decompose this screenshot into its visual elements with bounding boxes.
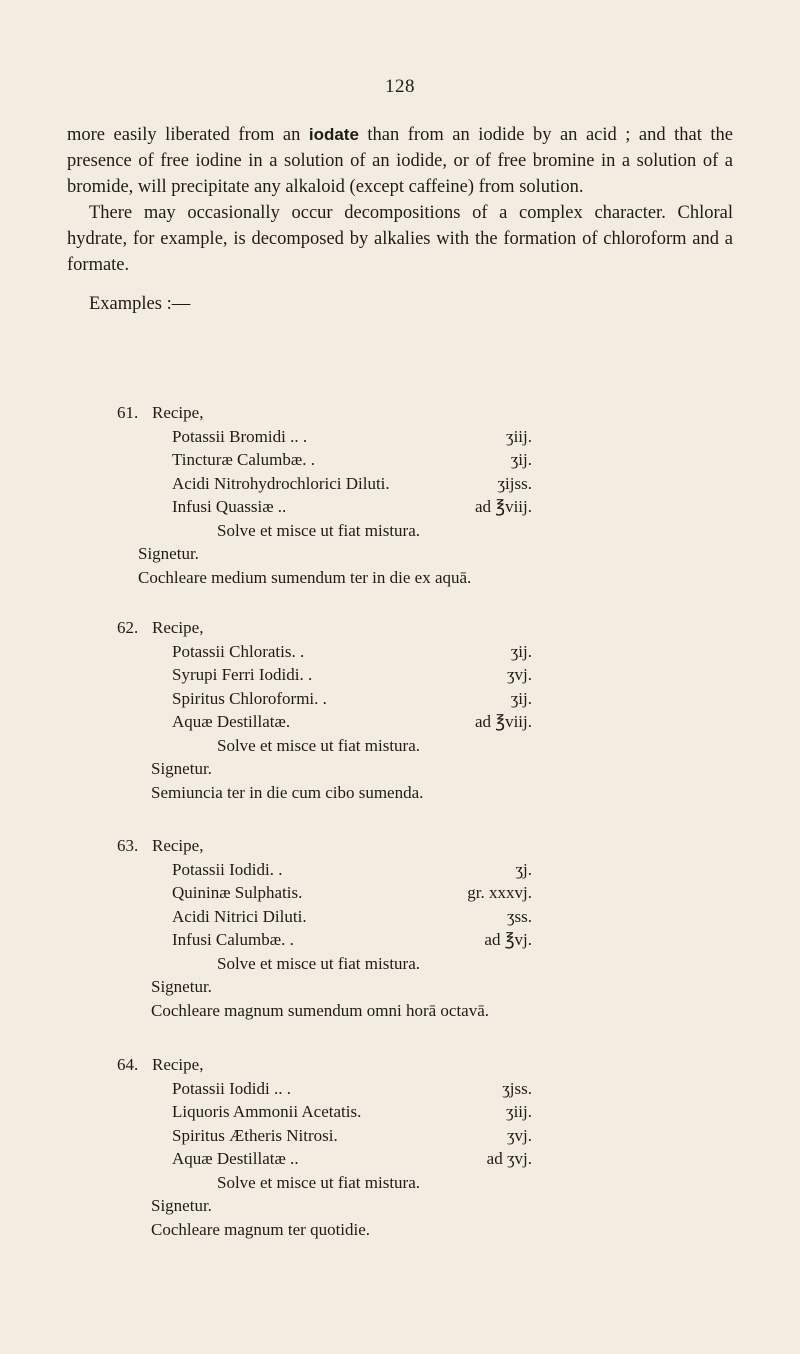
recipe-62 — [117, 616, 637, 804]
ingredient-list — [172, 425, 532, 519]
dosage-directions: Cochleare magnum ter quotidie. — [151, 1219, 371, 1239]
ingredient-list — [172, 640, 532, 734]
ingredient-name: Quininæ Sulphatis — [172, 883, 299, 902]
ingredient-quantity: ʒiij. — [506, 1102, 532, 1121]
recipe-title: Recipe, — [152, 403, 204, 422]
ingredient-row — [172, 495, 532, 519]
ingredient-name: Potassii Chloratis — [172, 641, 292, 661]
ingredient-name: Potassii Iodidi — [172, 859, 270, 879]
ingredient-quantity: ʒij. — [510, 688, 532, 708]
ingredient-dots: . — [294, 1149, 299, 1168]
intro-text-a: more easily liberated from an — [67, 125, 309, 145]
ingredient-dots: . — [357, 1102, 362, 1121]
ingredient-row — [172, 710, 532, 734]
ingredient-dots: . — [298, 883, 303, 902]
ingredient-dots — [390, 472, 447, 496]
ingredient-dots: . . — [299, 665, 313, 684]
ingredient-name: Acidi Nitrici Diluti — [172, 906, 303, 926]
ingredient-name: Aquæ Destillatæ . — [172, 1149, 295, 1168]
ingredient-row — [172, 928, 532, 952]
solve-instruction: Solve et misce ut fiat mistura. — [217, 735, 421, 755]
ingredient-dots: . . — [302, 450, 315, 469]
recipe-number: 62. — [117, 618, 139, 637]
intro-text — [67, 122, 733, 317]
ingredient-name: Potassii Iodidi . — [172, 1078, 279, 1098]
ingredient-quantity: ʒiij. — [506, 426, 532, 446]
ingredient-row — [172, 448, 532, 472]
recipe-title: Recipe, — [152, 836, 204, 855]
ingredient-name: Spiritus Chloroformi — [172, 688, 315, 708]
ingredient-row — [172, 687, 532, 711]
recipe-title: Recipe, — [152, 618, 204, 637]
ingredient-quantity: ʒij. — [510, 450, 532, 469]
ingredient-quantity: ʒvj. — [506, 1125, 532, 1145]
ingredient-quantity: ad ℥viij. — [474, 712, 532, 731]
ingredient-row — [172, 1100, 532, 1124]
ingredient-quantity: ʒvj. — [506, 665, 532, 684]
ingredient-quantity: ad ℥vj. — [484, 930, 532, 949]
intro-bold-term: iodate — [308, 125, 359, 144]
ingredient-dots: . — [282, 497, 287, 516]
ingredient-dots: . . — [314, 688, 327, 708]
ingredient-row — [172, 472, 532, 496]
dosage-directions: Semiuncia ter in die cum cibo sumenda. — [151, 782, 424, 802]
ingredient-dots: . . — [278, 1078, 292, 1098]
ingredient-name: Liquoris Ammonii Acetatis — [172, 1102, 358, 1121]
solve-instruction: Solve et misce ut fiat mistura. — [217, 520, 421, 540]
ingredient-row — [172, 905, 532, 929]
signetur-label: Signetur. — [138, 544, 199, 563]
intro-text-b: than from an iodide by an acid ; and that the presence of free iodine in a solution of an iodide, or of free bromine in a solution of a bromide, will precipitate any alkaloid (except caffeine) from solution. — [67, 125, 733, 197]
dosage-directions: Cochleare magnum sumendum omni horā octavā. — [151, 1000, 490, 1020]
ingredient-quantity: ʒj. — [515, 859, 532, 879]
ingredient-name: Aquæ Destillatæ — [172, 712, 286, 731]
recipe-number: 63. — [117, 836, 139, 855]
solve-instruction: Solve et misce ut fiat mistura. — [217, 953, 421, 973]
ingredient-row — [172, 1077, 532, 1101]
signetur-label: Signetur. — [151, 759, 212, 778]
ingredient-dots: . . — [291, 641, 305, 661]
ingredient-list — [172, 858, 532, 952]
ingredient-quantity: ʒij. — [510, 641, 532, 661]
ingredient-row — [172, 858, 532, 882]
signetur-label: Signetur. — [151, 977, 212, 996]
ingredient-dots: . . — [281, 930, 294, 949]
ingredient-dots: . . — [294, 426, 308, 446]
ingredient-name: Syrupi Ferri Iodidi — [172, 665, 300, 684]
ingredient-dots: . — [333, 1125, 338, 1145]
ingredient-quantity: ad ℥viij. — [474, 497, 532, 516]
ingredient-row — [172, 425, 532, 449]
intro-paragraph-2: There may occasionally occur decompositions of a complex character. Chloral hydrate, for example, is decomposed by alkalies with the formation of chloroform and a formate. — [67, 203, 733, 275]
recipe-title: Recipe, — [152, 1055, 204, 1074]
ingredient-quantity: ʒijss. — [497, 473, 532, 493]
ingredient-dots: . . — [269, 859, 283, 879]
ingredient-quantity: ʒjss. — [502, 1078, 532, 1098]
signetur-label: Signetur. — [151, 1196, 212, 1215]
ingredient-quantity: ad ʒvj. — [486, 1149, 532, 1168]
recipe-number: 61. — [117, 403, 139, 422]
page-number: 128 — [385, 76, 415, 97]
ingredient-dots: . — [302, 906, 307, 926]
ingredient-row — [172, 663, 532, 687]
recipe-64 — [117, 1053, 637, 1241]
ingredient-row — [172, 881, 532, 905]
recipe-number: 64. — [117, 1055, 139, 1074]
dosage-directions: Cochleare medium sumendum ter in die ex aquā. — [138, 567, 472, 587]
ingredient-list — [172, 1077, 532, 1171]
ingredient-name: Tincturæ Calumbæ — [172, 450, 303, 469]
ingredient-row — [172, 1124, 532, 1148]
ingredient-name: Potassii Bromidi . — [172, 426, 295, 446]
examples-heading: Examples :— — [89, 294, 191, 314]
ingredient-name: Infusi Calumbæ — [172, 930, 282, 949]
ingredient-name: Acidi Nitrohydrochlorici Diluti. — [172, 473, 390, 493]
ingredient-quantity: ʒss. — [506, 906, 532, 926]
recipe-63 — [117, 834, 637, 1022]
ingredient-row — [172, 1147, 532, 1171]
recipe-61 — [117, 401, 637, 589]
ingredient-name: Infusi Quassiæ . — [172, 497, 283, 516]
intro-paragraph-1 — [67, 122, 733, 200]
ingredient-name: Spiritus Ætheris Nitrosi — [172, 1125, 334, 1145]
ingredient-quantity: gr. xxxvj. — [467, 883, 532, 902]
solve-instruction: Solve et misce ut fiat mistura. — [217, 1172, 421, 1192]
ingredient-row — [172, 640, 532, 664]
ingredient-dots: . — [285, 712, 291, 731]
